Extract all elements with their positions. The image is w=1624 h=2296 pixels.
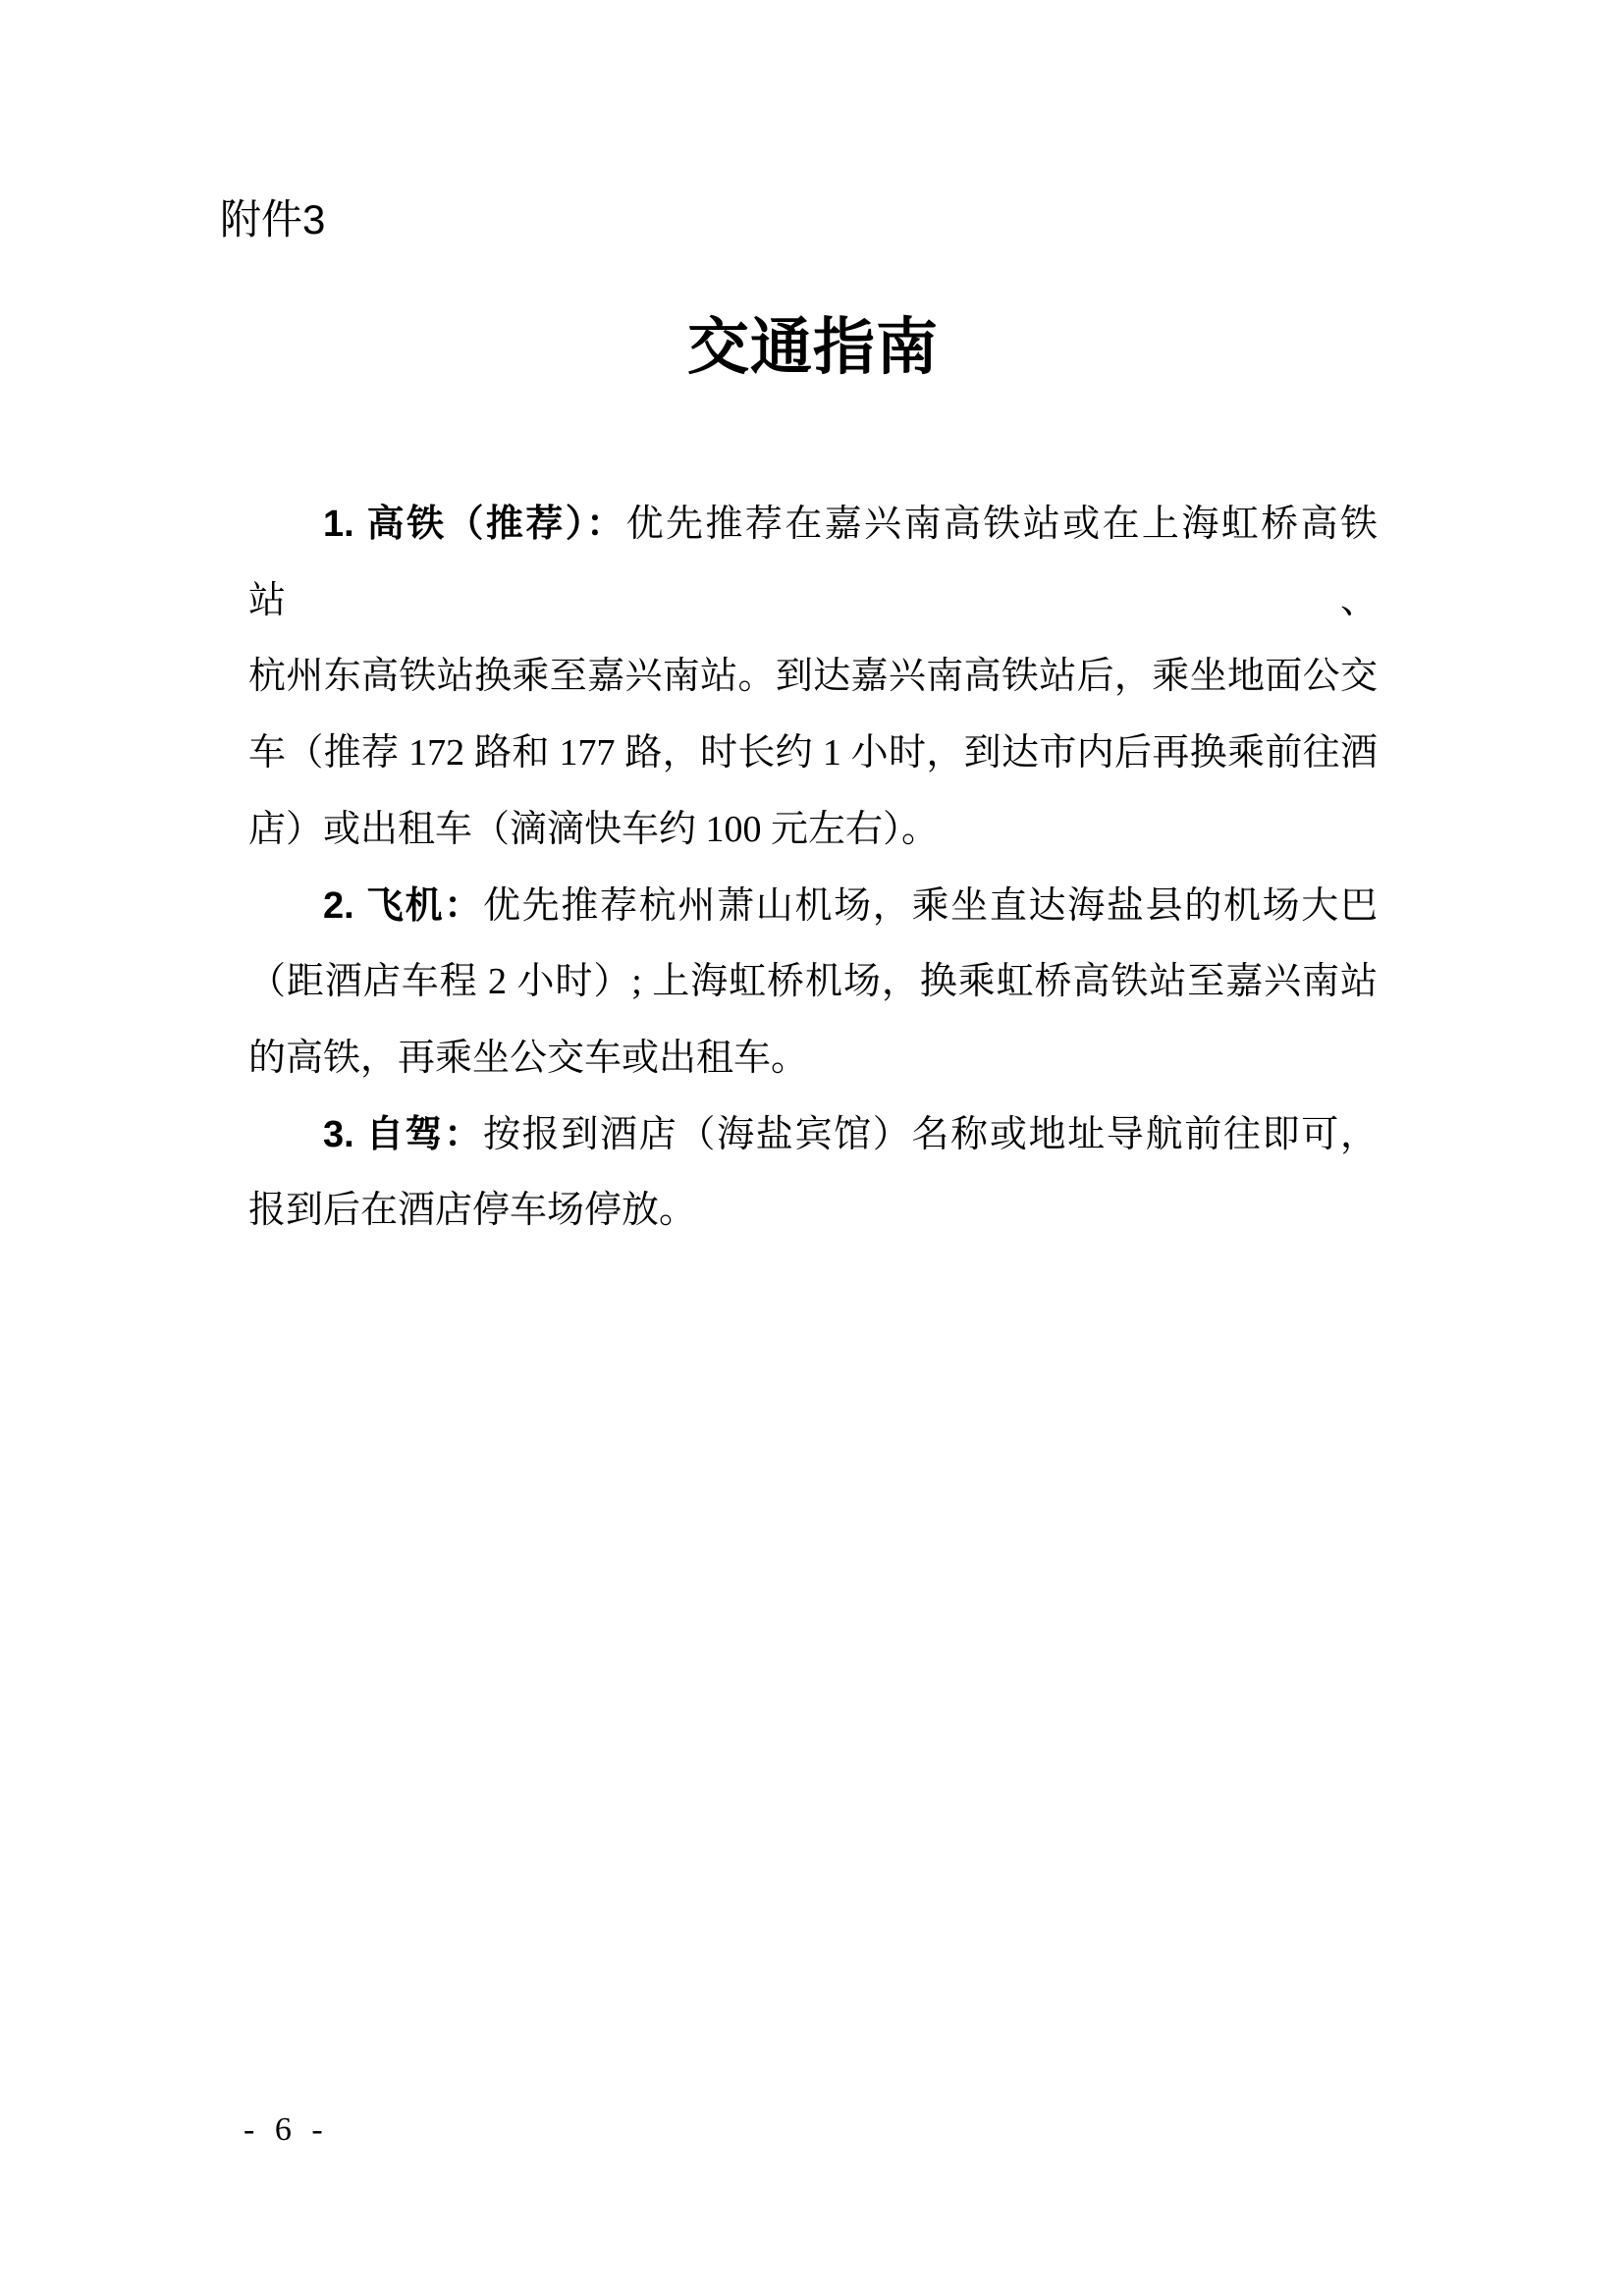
- body-line: [248, 1097, 1378, 1174]
- body-line: （距酒店车程 2 小时）; 上海虹桥机场，换乘虹桥高铁站至嘉兴南站: [248, 961, 1378, 1003]
- body-line: 店）或出租车（滴滴快车约 100 元左右）。: [248, 808, 940, 850]
- paragraph-self-driving: [248, 1097, 1378, 1250]
- paragraph-lead: 3. 自驾：: [323, 1113, 483, 1155]
- attachment-label: 附件3: [220, 196, 326, 242]
- body-line: [248, 869, 1378, 945]
- body-line-text: 优先推荐在嘉兴南高铁站或在上海虹桥高铁站、: [248, 504, 1378, 621]
- paragraph-airplane: [248, 869, 1378, 1097]
- paragraph-lead: 1. 高铁（推荐）：: [323, 504, 626, 545]
- document-title: 交通指南: [687, 313, 939, 382]
- body-line: 杭州东高铁站换乘至嘉兴南站。到达嘉兴南高铁站后，乘坐地面公交: [248, 656, 1378, 698]
- body-line-text: 优先推荐杭州萧山机场，乘坐直达海盐县的机场大巴: [482, 884, 1378, 927]
- body-line: [248, 487, 1378, 639]
- body-line: 车（推荐 172 路和 177 路，时长约 1 小时，到达市内后再换乘前往酒: [248, 732, 1378, 774]
- body-line: 的高铁，再乘坐公交车或出租车。: [248, 1037, 809, 1079]
- paragraph-lead: 2. 飞机：: [323, 884, 483, 927]
- body-line: 报到后在酒店停车场停放。: [248, 1190, 697, 1232]
- document-body: [248, 487, 1378, 1250]
- paragraph-high-speed-rail: [248, 487, 1378, 869]
- page-number: - 6 -: [244, 2111, 329, 2148]
- body-line-text: 按报到酒店（海盐宾馆）名称或地址导航前往即可，: [482, 1113, 1378, 1155]
